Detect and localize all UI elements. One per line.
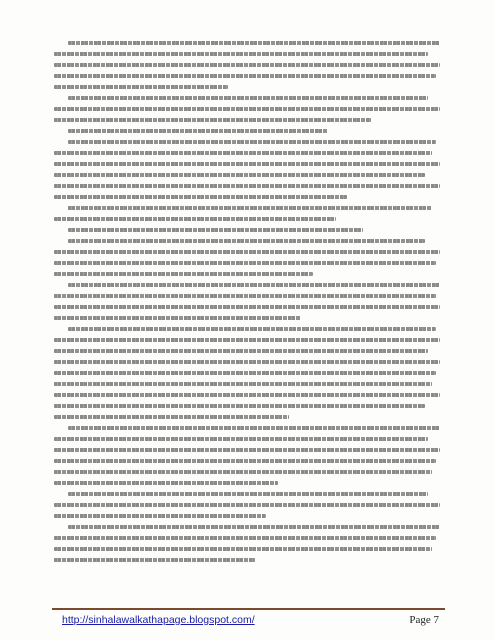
text-line [68, 492, 428, 496]
paragraph [54, 426, 440, 485]
text-line [54, 305, 440, 309]
text-line [54, 151, 432, 155]
text-line [54, 558, 255, 562]
paragraph [54, 492, 440, 518]
text-line [54, 118, 371, 122]
text-line [54, 382, 432, 386]
text-line [54, 470, 432, 474]
text-line [54, 371, 436, 375]
text-line [54, 481, 278, 485]
text-line [54, 316, 301, 320]
text-line [54, 261, 436, 265]
text-line [54, 272, 313, 276]
text-line [54, 448, 440, 452]
text-line [54, 459, 436, 463]
text-line [54, 184, 440, 188]
text-line [54, 162, 440, 166]
text-line [54, 74, 436, 78]
text-line [54, 107, 440, 111]
footer-url-link[interactable]: http://sinhalawalkathapage.blogspot.com/ [62, 614, 255, 626]
text-line [54, 536, 436, 540]
text-line [54, 393, 440, 397]
text-line [54, 360, 440, 364]
paragraph [54, 525, 440, 562]
paragraph [54, 96, 440, 122]
text-line [54, 338, 440, 342]
text-line [54, 217, 336, 221]
text-line [68, 96, 428, 100]
page-number: Page 7 [409, 614, 439, 626]
text-line [54, 437, 428, 441]
text-line [54, 85, 228, 89]
paragraph [54, 129, 440, 133]
text-line [54, 349, 428, 353]
paragraph [54, 283, 440, 320]
page-footer [52, 608, 445, 632]
text-line [68, 206, 432, 210]
text-line [68, 525, 440, 529]
text-line [68, 239, 425, 243]
text-line [68, 129, 328, 133]
text-line [68, 426, 440, 430]
text-line [54, 404, 425, 408]
paragraph [54, 206, 440, 221]
paragraph [54, 41, 440, 89]
text-line [54, 294, 436, 298]
text-line [54, 503, 440, 507]
paragraph [54, 327, 440, 419]
text-line [68, 283, 440, 287]
text-line [68, 41, 440, 45]
text-line [54, 415, 289, 419]
text-line [54, 52, 428, 56]
paragraph [54, 140, 440, 199]
text-line [54, 547, 432, 551]
text-line [54, 63, 440, 67]
sinhala-body-text [54, 34, 440, 566]
paragraph [54, 239, 440, 276]
text-line [68, 327, 436, 331]
text-line [68, 228, 363, 232]
text-line [54, 514, 266, 518]
text-line [54, 250, 440, 254]
text-line [68, 140, 436, 144]
text-line [54, 195, 347, 199]
paragraph [54, 228, 440, 232]
text-line [54, 173, 425, 177]
